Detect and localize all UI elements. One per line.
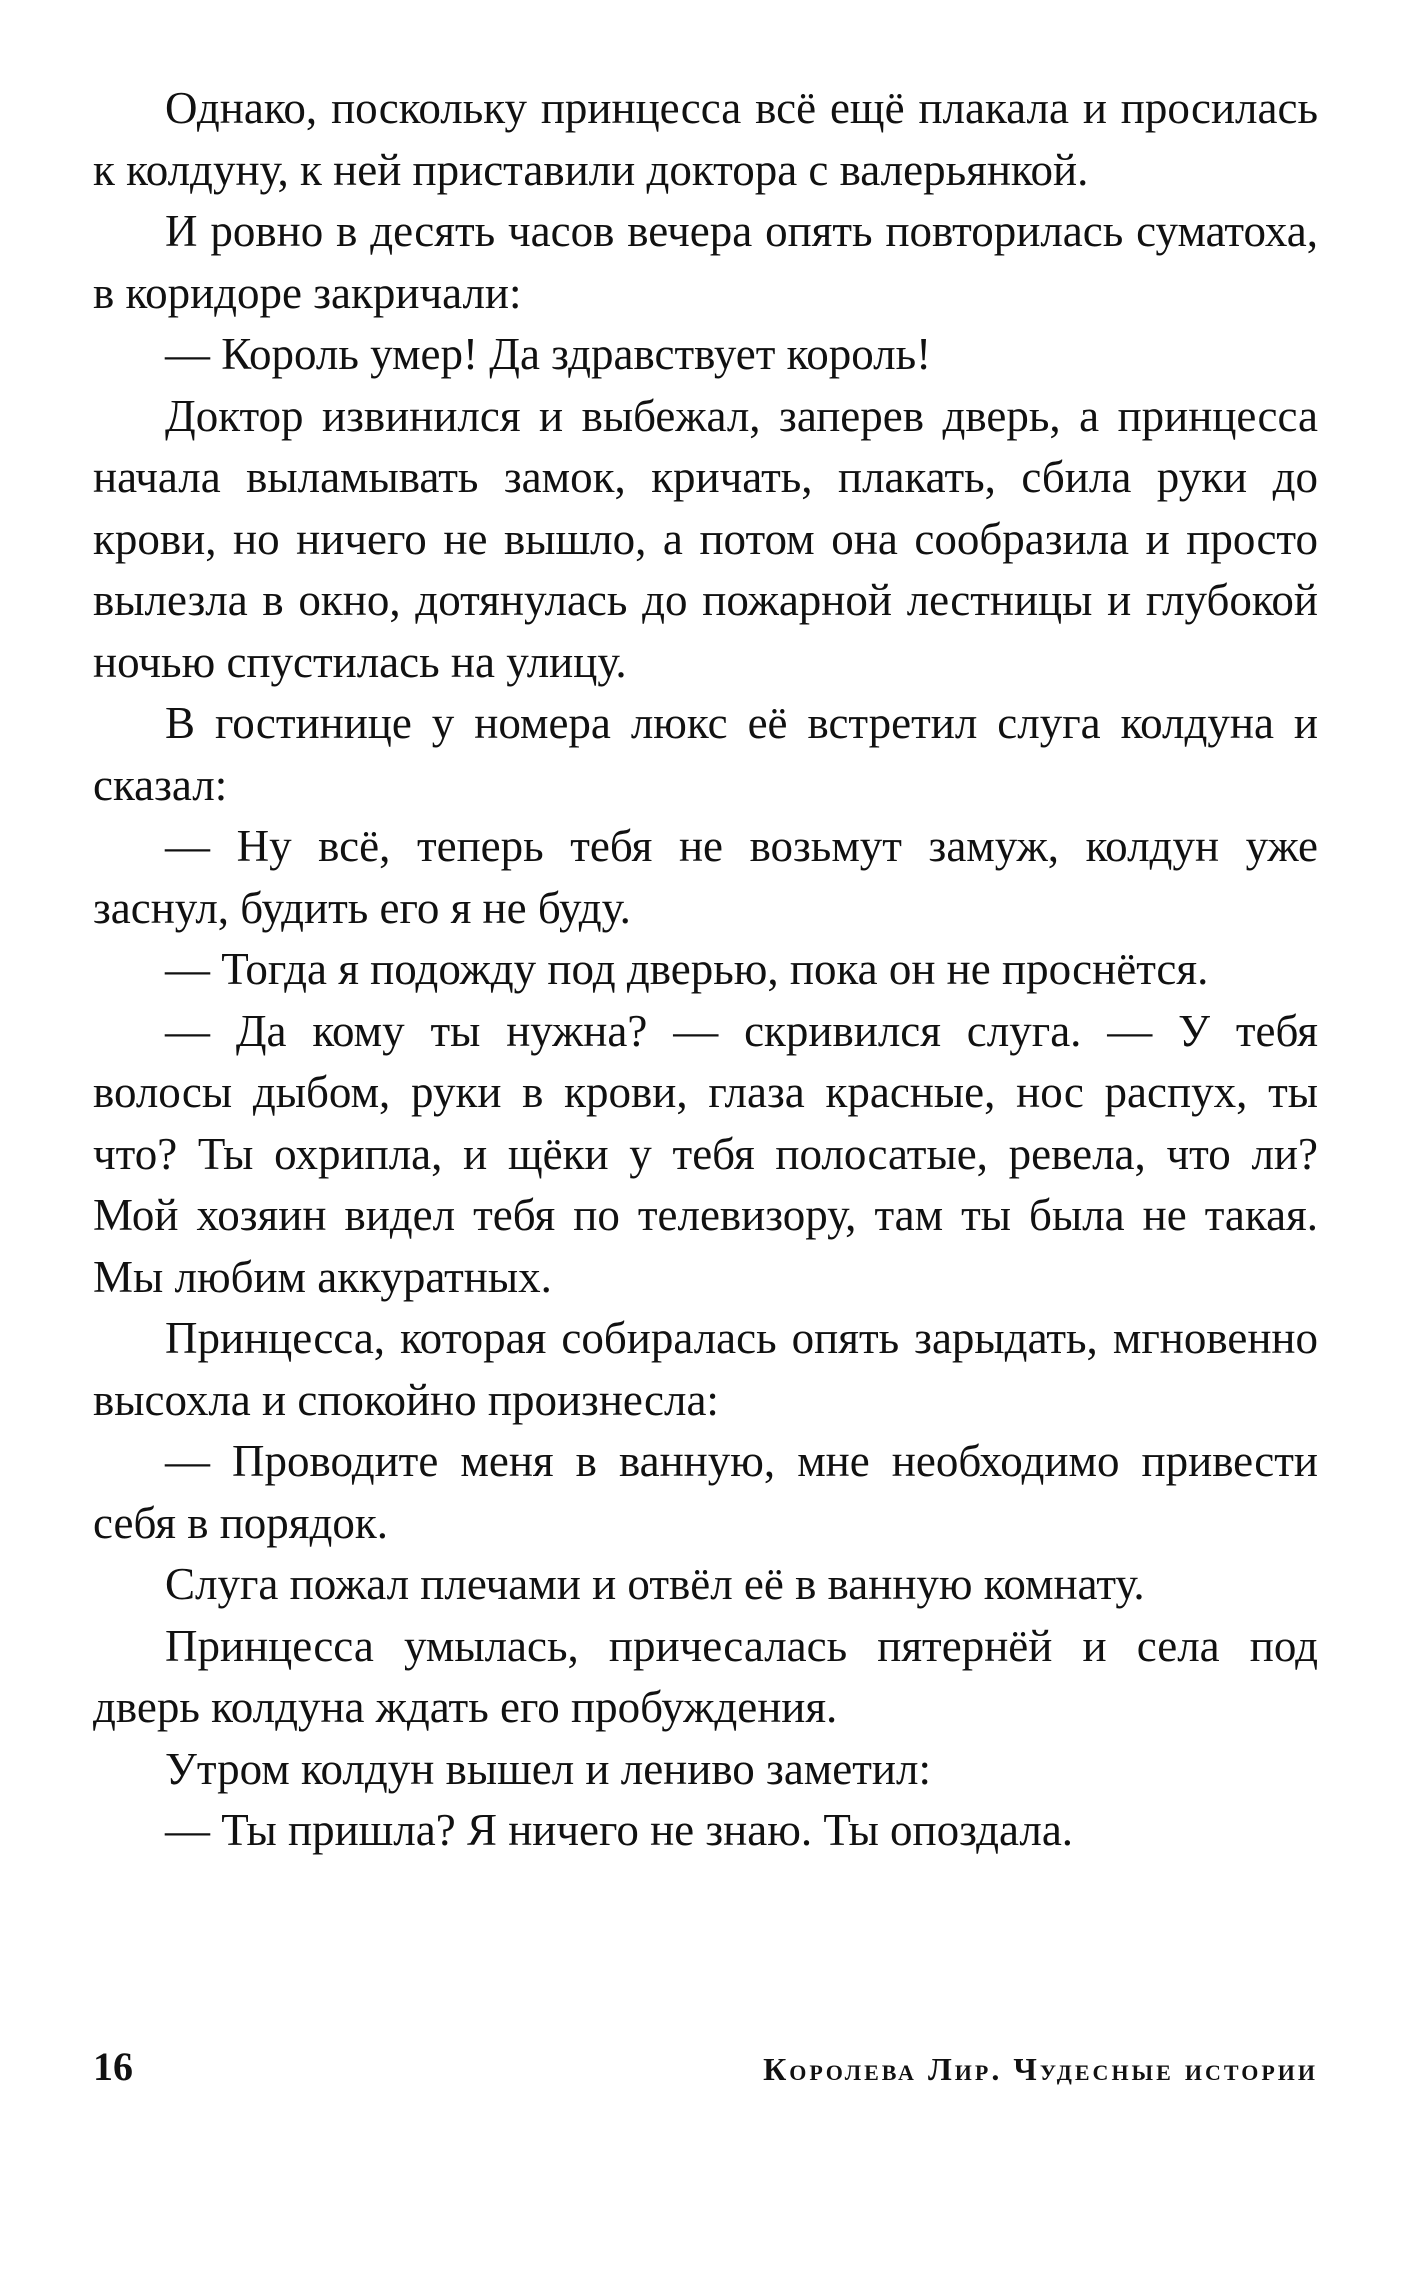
page-body — [93, 78, 1318, 1862]
paragraph: — Тогда я подожду под дверью, пока он не проснётся. — [165, 944, 1209, 994]
paragraph: Доктор извинился и выбежал, заперев дверь, а принцесса начала выламывать замок, кричать, плакать, сбила руки до крови, но ничего не вышло, а потом она сообразила и просто вылезла в окно, дотянулась до пожарной лестницы и глубокой ночью спустилась на улицу. — [93, 390, 1318, 687]
paragraph: Принцесса умылась, причесалась пятернёй и села под дверь колдуна ждать его пробуждения. — [93, 1620, 1318, 1732]
paragraph: Однако, поскольку принцесса всё ещё плакала и просилась к колдуну, к ней приставили доктора с валерьянкой. — [93, 83, 1318, 195]
paragraph: — Ну всё, теперь тебя не возьмут замуж, колдун уже заснул, будить его я не буду. — [93, 821, 1318, 933]
paragraph: Слуга пожал плечами и отвёл её в ванную комнату. — [165, 1559, 1145, 1609]
paragraph: В гостинице у номера люкс её встретил слуга колдуна и сказал: — [93, 698, 1318, 810]
paragraph: — Да кому ты нужна? — скривился слуга. — У тебя волосы дыбом, руки в крови, глаза красные, нос распух, ты что? Ты охрипла, и щёки у тебя полосатые, ревела, что ли? Мой хозяин видел тебя по телевизору, там ты была не такая. Мы любим аккуратных. — [93, 1005, 1318, 1302]
page-footer — [93, 2043, 1318, 2093]
paragraph: — Проводите меня в ванную, мне необходимо привести себя в порядок. — [93, 1436, 1318, 1548]
page-number: 16 — [93, 2044, 133, 2089]
paragraph: И ровно в десять часов вечера опять повторилась суматоха, в коридоре закричали: — [93, 206, 1318, 318]
paragraph: — Король умер! Да здравствует король! — [165, 329, 932, 379]
running-head: Королева Лир. Чудесные истории — [763, 2051, 1318, 2087]
paragraph: Утром колдун вышел и лениво заметил: — [165, 1743, 931, 1794]
paragraph: — Ты пришла? Я ничего не знаю. Ты опоздала. — [165, 1805, 1074, 1855]
paragraph: Принцесса, которая собиралась опять зарыдать, мгновенно высохла и спокойно произнесла: — [93, 1313, 1318, 1425]
